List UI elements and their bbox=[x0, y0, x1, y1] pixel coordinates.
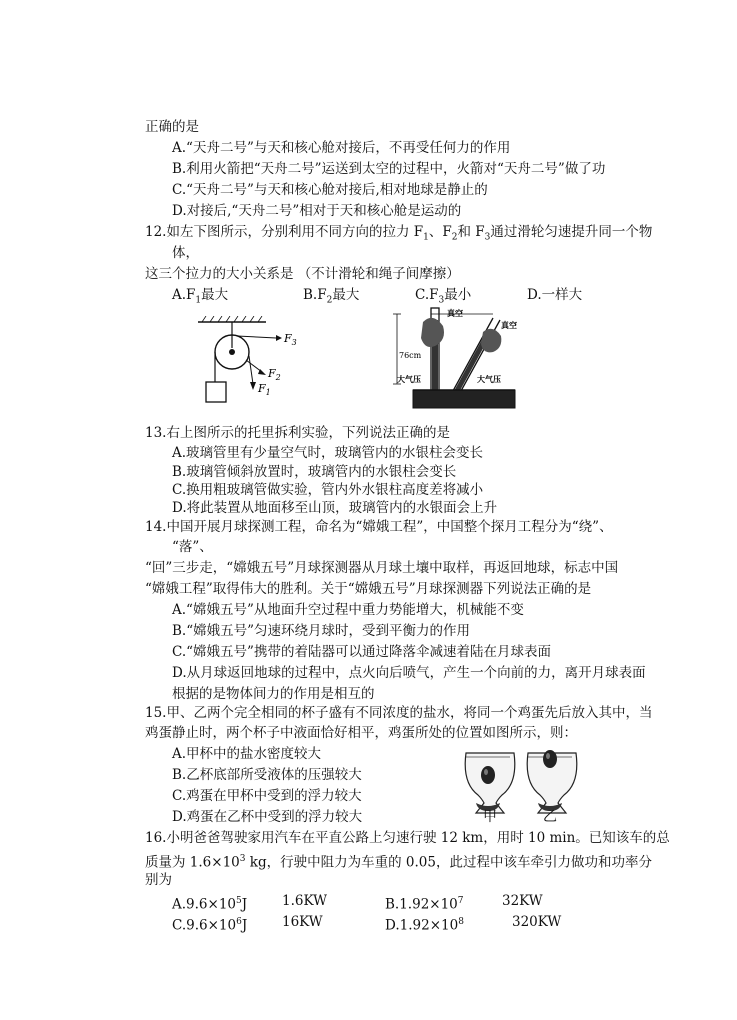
cup-label-jia: 甲 bbox=[483, 809, 497, 825]
q16-option-d: $D.1.92\times 10^8$ bbox=[385, 917, 464, 934]
height-label: 76cm bbox=[399, 351, 422, 360]
cup-label-yi: 乙 bbox=[543, 809, 557, 825]
q12-option-d: D.一样大 bbox=[527, 287, 583, 303]
q12-option-b: $B.F_2$最大 bbox=[303, 287, 360, 306]
q14-stem-line4: “嫦娥工程”取得伟大的胜利。关于“嫦娥五号”月球探测器下列说法正确的是 bbox=[145, 581, 592, 597]
q16-option-a: $A.9.6\times 10^5J$ bbox=[172, 896, 248, 913]
q16-option-c: $C.9.6\times 10^6J$ bbox=[172, 917, 248, 934]
q13-option-b: B.玻璃管倾斜放置时，玻璃管内的水银柱会变长 bbox=[172, 464, 457, 480]
q15-option-d: D.鸡蛋在乙杯中受到的浮力较大 bbox=[172, 809, 363, 825]
vacuum-right-label: 真空 bbox=[501, 321, 517, 330]
cup-yi bbox=[527, 750, 577, 813]
q14-option-d-cont: 根据的是物体间力的作用是相互的 bbox=[172, 686, 375, 702]
f1-label: $F_1$ bbox=[258, 382, 271, 397]
cup-jia bbox=[465, 753, 515, 813]
q11-option-c: C.“天舟二号”与天和核心舱对接后,相对地球是静止的 bbox=[172, 182, 488, 198]
q15-stem-line2: 鸡蛋静止时，两个杯子中液面恰好相平，鸡蛋所处的位置如图所示，则： bbox=[145, 725, 577, 741]
q14-option-a: A.“嫦娥五号”从地面升空过程中重力势能增大，机械能不变 bbox=[172, 602, 524, 618]
q14-option-c: C.“嫦娥五号”携带的着陆器可以通过降落伞减速着陆在月球表面 bbox=[172, 644, 551, 660]
egg-cups-figure bbox=[460, 745, 580, 825]
q12-stem-line3: 这三个拉力的大小关系是 （不计滑轮和绳子间摩擦） bbox=[145, 266, 460, 282]
q14-stem-line2: “落”、 bbox=[172, 539, 213, 555]
atm-left-label: 大气压 bbox=[397, 375, 421, 384]
q13-option-a: A.玻璃管里有少量空气时，玻璃管内的水银柱会变长 bbox=[172, 445, 484, 461]
q16-option-a-power: 1.6KW bbox=[282, 893, 327, 909]
q13-option-d: D.将此装置从地面移至山顶，玻璃管内的水银面会上升 bbox=[172, 500, 498, 516]
q16-option-b: $B.1.92\times 10^7$ bbox=[385, 896, 464, 913]
f3-label: $F_3$ bbox=[284, 332, 297, 347]
q14-stem-line3: “回”三步走，“嫦娥五号”月球探测器从月球土壤中取样，再返回地球，标志中国 bbox=[145, 560, 619, 576]
q16-stem-line2: 质量为 $1.6\times 10^3$ kg，行驶中阻力为车重的 0.05，此过程中该车牵引力做功和功率分 bbox=[145, 854, 652, 871]
f2-label: $F_2$ bbox=[268, 367, 281, 382]
q16-option-b-power: 32KW bbox=[502, 893, 543, 909]
q13-option-c: C.换用粗玻璃管做实验，管内外水银柱高度差将减小 bbox=[172, 482, 484, 498]
q13-stem: 13.右上图所示的托里拆利实验，下列说法正确的是 bbox=[145, 425, 450, 441]
q11-option-a: A.“天舟二号”与天和核心舱对接后，不再受任何力的作用 bbox=[172, 140, 511, 156]
q15-option-c: C.鸡蛋在甲杯中受到的浮力较大 bbox=[172, 788, 362, 804]
q16-option-c-power: 16KW bbox=[282, 914, 323, 930]
q12-stem-line2: 体， bbox=[172, 245, 199, 261]
vacuum-left-label: 真空 bbox=[447, 309, 463, 318]
q14-option-d: D.从月球返回地球的过程中，点火向后喷气，产生一个向前的力，离开月球表面 bbox=[172, 665, 646, 681]
q16-stem-line3: 别为 bbox=[145, 872, 172, 888]
q12-options bbox=[172, 286, 612, 304]
pulley-figure bbox=[198, 316, 308, 406]
q14-stem-line1: 14.中国开展月球探测工程，命名为“嫦娥工程”，中国整个探月工程分为“绕”、 bbox=[145, 519, 613, 535]
q12-stem: 12.如左下图所示，分别利用不同方向的拉力 $F_1$、$F_2$和 $F_3$通过滑轮匀速提升同一个物 bbox=[145, 224, 653, 243]
q11-option-b: B.利用火箭把“天舟二号”运送到太空的过程中，火箭对“天舟二号”做了功 bbox=[172, 161, 606, 177]
q15-option-a: A.甲杯中的盐水密度较大 bbox=[172, 746, 322, 762]
q16-stem-line1: 16.小明爸爸驾驶家用汽车在平直公路上匀速行驶 12 km，用时 10 min。已知该车的总 bbox=[145, 830, 670, 846]
q15-stem-line1: 15.甲、乙两个完全相同的杯子盛有不同浓度的盐水，将同一个鸡蛋先后放入其中，当 bbox=[145, 705, 653, 721]
atm-right-label: 大气压 bbox=[477, 375, 501, 384]
q14-option-b: B.“嫦娥五号”匀速环绕月球时，受到平衡力的作用 bbox=[172, 623, 471, 639]
q16-option-d-power: 320KW bbox=[512, 914, 562, 930]
q12-option-a: $A.F_1$最大 bbox=[172, 287, 229, 306]
q15-option-b: B.乙杯底部所受液体的压强较大 bbox=[172, 767, 362, 783]
q12-option-c: $C.F_3$最小 bbox=[415, 287, 472, 306]
q16-options-row2 bbox=[172, 913, 592, 934]
q16-options-row1 bbox=[172, 892, 592, 913]
q11-option-d: D.对接后,“天舟二号”相对于天和核心舱是运动的 bbox=[172, 203, 462, 219]
q11-stem-tail: 正确的是 bbox=[145, 119, 199, 135]
torricelli-figure bbox=[393, 304, 528, 414]
